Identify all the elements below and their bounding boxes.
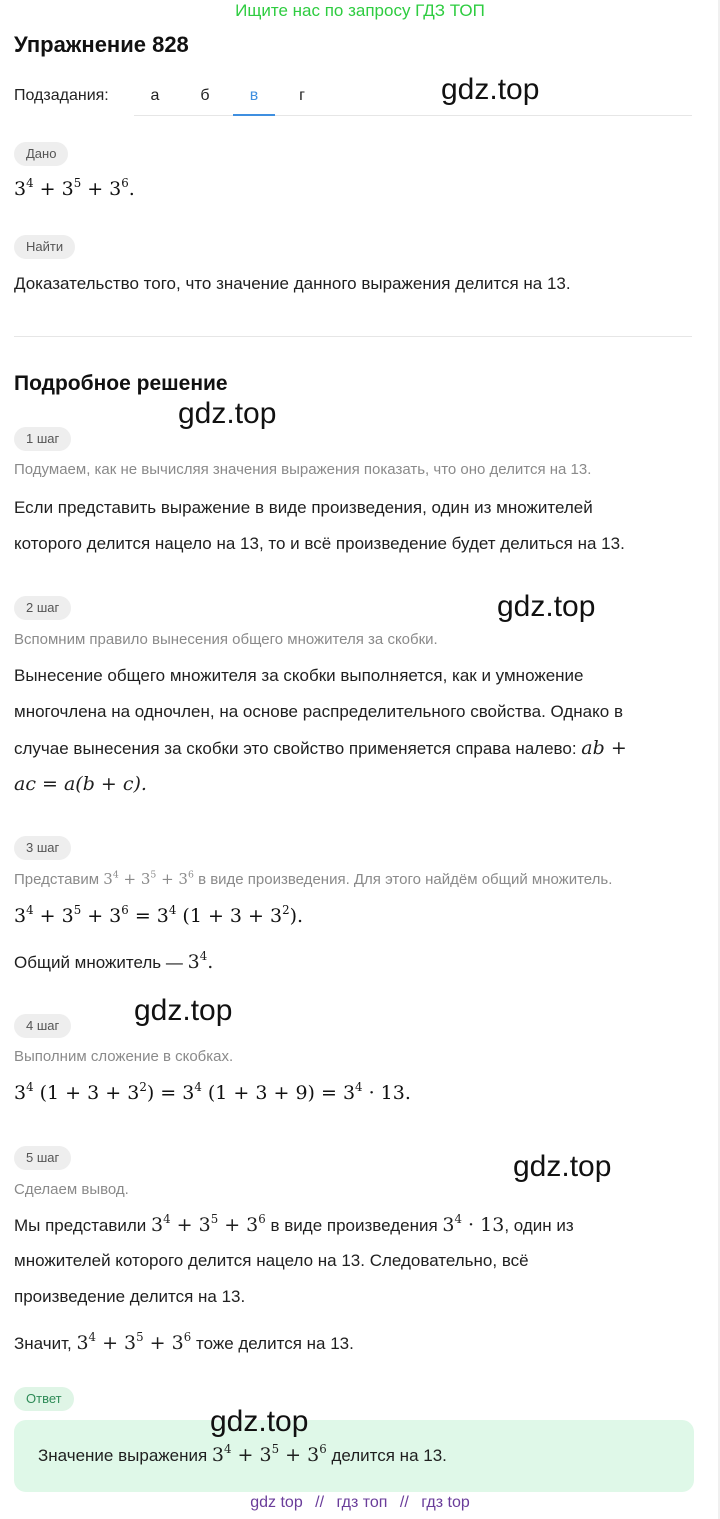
watermark: gdz.top — [497, 590, 596, 623]
step-4-chip: 4 шаг — [14, 1014, 71, 1038]
watermark: gdz.top — [178, 397, 277, 430]
tab-b[interactable]: б — [200, 87, 210, 104]
divider — [14, 336, 692, 337]
footer-links — [0, 1494, 720, 1512]
step-1-chip: 1 шаг — [14, 427, 71, 451]
footer-link-3[interactable]: гдз top — [421, 1494, 470, 1511]
find-text: Доказательство того, что значение данного выражения делится на 13. — [14, 274, 571, 293]
given-chip: Дано — [14, 142, 68, 166]
step-5-hint: Сделаем вывод. — [14, 1181, 129, 1198]
step-5-line-1: Мы представили $3^4 + 3^5 + 3^6$ в виде произведения $3^4 \cdot 13$, один из — [14, 1211, 574, 1236]
step-3-common-factor: Общий множитель — $3^4$. — [14, 948, 214, 973]
step-5-chip: 5 шаг — [14, 1146, 71, 1170]
page-title: Упражнение 828 — [14, 32, 189, 57]
subtasks-tabs — [134, 78, 692, 116]
footer-link-2[interactable]: гдз топ — [336, 1494, 388, 1511]
promo-banner[interactable]: Ищите нас по запросу ГДЗ ТОП — [235, 1, 485, 20]
tab-v[interactable]: в — [233, 78, 275, 116]
step-2-hint: Вспомним правило вынесения общего множителя за скобки. — [14, 631, 438, 648]
step-2-chip: 2 шаг — [14, 596, 71, 620]
step-4-hint: Выполним сложение в скобках. — [14, 1048, 234, 1065]
watermark: gdz.top — [210, 1405, 309, 1438]
answer-box — [14, 1420, 694, 1492]
watermark: gdz.top — [134, 994, 233, 1027]
step-2-line-1: Вынесение общего множителя за скобки выполняется, как и умножение — [14, 666, 584, 685]
footer-link-1[interactable]: gdz top — [250, 1494, 303, 1511]
step-1-line-1: Если представить выражение в виде произведения, один из множителей — [14, 498, 593, 517]
step-5-line-4: Значит, $3^4 + 3^5 + 3^6$ тоже делится на 13. — [14, 1329, 354, 1354]
tab-a[interactable]: а — [150, 87, 160, 104]
answer-chip: Ответ — [14, 1387, 74, 1411]
tab-g[interactable]: г — [299, 87, 305, 104]
find-chip: Найти — [14, 235, 75, 259]
step-5-line-2: множителей которого делится нацело на 13. Следовательно, всё — [14, 1251, 529, 1270]
answer-text: Значение выражения $3^4 + 3^5 + 3^6$ делится на 13. — [38, 1441, 447, 1466]
step-1-hint: Подумаем, как не вычисляя значения выражения показать, что оно делится на 13. — [14, 461, 592, 478]
watermark: gdz.top — [441, 73, 540, 106]
step-2-line-4: ac = a(b + c). — [14, 773, 147, 795]
footer-separator: // — [315, 1494, 325, 1511]
step-1-line-2: которого делится нацело на 13, то и всё произведение будет делиться на 13. — [14, 534, 625, 553]
solution-title: Подробное решение — [14, 372, 228, 395]
given-expression: $3^4 + 3^5 + 3^6$. — [14, 175, 135, 200]
step-2-line-3: случае вынесения за скобки это свойство применяется справа налево: ab + — [14, 737, 627, 759]
step-3-chip: 3 шаг — [14, 836, 71, 860]
subtasks-label: Подзадания: — [14, 87, 109, 104]
footer-separator: // — [399, 1494, 409, 1511]
step-5-line-3: произведение делится на 13. — [14, 1287, 246, 1306]
step-4-formula: $3^4$ $(1 + 3 + 3^2) = 3^4$ $(1 + 3 + 9) = 3^4 \cdot 13$. — [14, 1079, 411, 1104]
step-2-line-2: многочлена на одночлен, на основе распределительного свойства. Однако в — [14, 702, 623, 721]
watermark: gdz.top — [513, 1150, 612, 1183]
step-3-formula: $3^4 + 3^5 + 3^6 = 3^4$ $(1 + 3 + 3^2)$. — [14, 902, 304, 927]
step-3-hint: Представим $3^4 + 3^5 + 3^6$ в виде произведения. Для этого найдём общий множитель. — [14, 869, 613, 888]
step-2-inline-math: ab + — [581, 737, 627, 759]
